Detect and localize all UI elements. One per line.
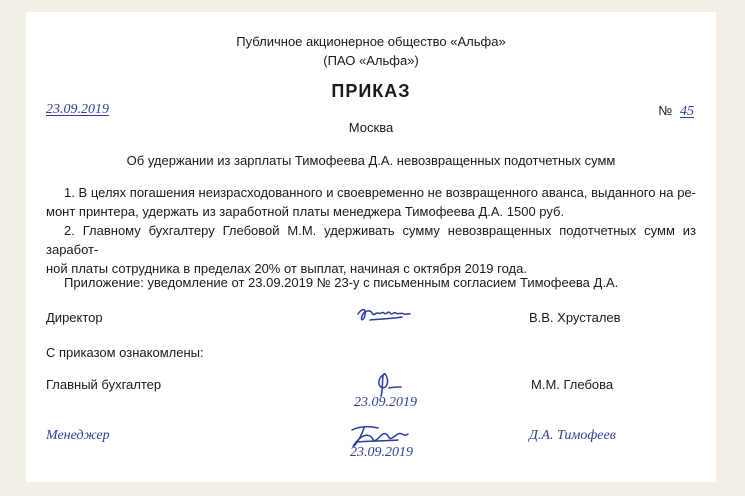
paragraph-1-line-1: 1. В целях погашения неизрасходованного и своевременно не возвращенного аванса, выданного на ре- — [64, 185, 696, 200]
paragraph-1-line-2: монт принтера, удержать из заработной платы менеджера Тимофеева Д.А. 1500 руб. — [46, 204, 565, 219]
doc-title: ПРИКАЗ — [331, 81, 411, 101]
document-sheet — [26, 12, 716, 482]
manager-sign-date: 23.09.2019 — [350, 445, 413, 460]
doc-date: 23.09.2019 — [46, 102, 109, 117]
org-short-name: (ПАО «Альфа») — [323, 53, 419, 68]
accountant-signature — [371, 368, 411, 398]
director-name: В.В. Хрусталев — [529, 310, 621, 325]
attachment-line: Приложение: уведомление от 23.09.2019 № 23-у с письменным согласием Тимофеева Д.А. — [64, 275, 619, 290]
paragraph-2-line-2: ной платы сотрудника в пределах 20% от выплат, начиная с октября 2019 года. — [46, 261, 527, 276]
accountant-role: Главный бухгалтер — [46, 377, 162, 392]
acquainted-label: С приказом ознакомлены: — [46, 345, 204, 360]
doc-number-block — [658, 103, 694, 120]
org-full-name: Публичное акционерное общество «Альфа» — [236, 34, 506, 49]
manager-name: Д.А. Тимофеев — [529, 428, 616, 443]
paragraph-2-line-1: 2. Главному бухгалтеру Глебовой М.М. удерживать сумму невозвращенных подотчетных сумм из заработ- — [46, 223, 696, 257]
accountant-sign-date: 23.09.2019 — [354, 395, 417, 410]
doc-number: 45 — [680, 104, 694, 119]
director-role: Директор — [46, 310, 103, 325]
body-paragraphs — [46, 183, 696, 278]
director-signature — [356, 304, 412, 326]
doc-number-label: № — [658, 103, 673, 118]
doc-city: Москва — [348, 120, 394, 135]
manager-role: Менеджер — [46, 428, 110, 443]
doc-subject: Об удержании из зарплаты Тимофеева Д.А. невозвращенных подотчетных сумм — [126, 153, 616, 168]
accountant-name: М.М. Глебова — [531, 377, 614, 392]
